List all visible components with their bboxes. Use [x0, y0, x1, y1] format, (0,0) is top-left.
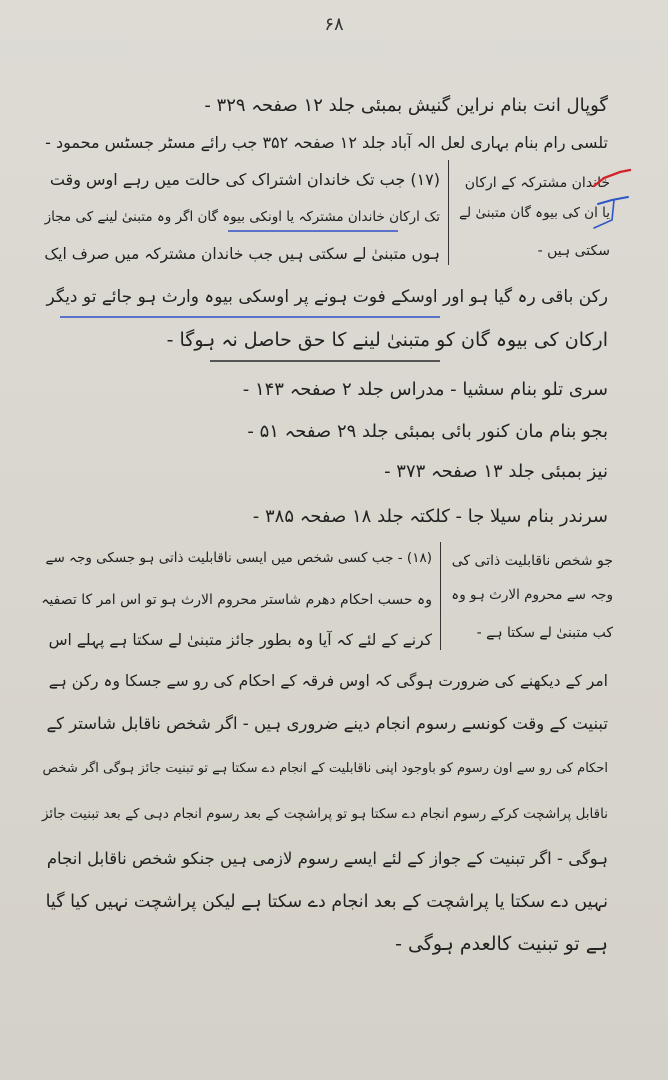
- citation-line: تلسی رام بنام بہاری لعل الہ آباد جلد ۱۲ صفحہ ۳۵۲ جب رائے مسٹر جسٹس محمود -: [45, 133, 608, 152]
- body-line: نہیں دے سکتا یا پراشچت کے بعد انجام دے سکتا ہے لیکن پراشچت نہیں کیا گیا: [45, 892, 608, 912]
- body-line: کرنے کے لئے کہ آیا وہ بطور جائز متبنیٰ لے سکتا ہے پہلے اس: [48, 631, 432, 649]
- margin-note-line: سکتی ہیں -: [537, 243, 610, 259]
- body-line: تک ارکان خاندان مشترکہ یا اونکی بیوہ گان اگر وہ متبنیٰ لینے کی مجاز: [44, 209, 440, 225]
- citation-line: بجو بنام مان کنور بائی بمبئی جلد ۲۹ صفحہ ۵۱ -: [247, 421, 608, 442]
- page-number: ۶۸: [324, 14, 344, 35]
- body-line: (۱۸) - جب کسی شخص میں ایسی ناقابلیت ذاتی ہو جسکی وجہ سے: [45, 550, 432, 566]
- body-line: امر کے دیکھنے کی ضرورت ہوگی کہ اوس فرقہ کے احکام کی رو سے جسکا وہ رکن ہے: [48, 672, 608, 690]
- body-line: احکام کی رو سے اون رسوم کو باوجود اپنی ناقابلیت کے انجام دے سکتا ہے تو تبنیت جائز ہوگی اگر شخص: [42, 761, 608, 776]
- body-line: (۱۷) جب تک خاندان اشتراک کی حالت میں رہے اوس وقت: [49, 170, 440, 189]
- pencil-underline-mark: [210, 360, 440, 362]
- body-line: ہوں متبنیٰ لے سکتی ہیں جب خاندان مشترکہ میں صرف ایک: [44, 245, 440, 263]
- body-line: ارکان کی بیوہ گان کو متبنیٰ لینے کا حق حاصل نہ ہوگا -: [166, 329, 608, 351]
- blue-underline-mark: [60, 316, 440, 318]
- pen-tick-marks: [590, 164, 638, 234]
- blue-underline-mark: [228, 230, 398, 232]
- margin-note-line: خاندان مشترکہ کے ارکان: [464, 175, 610, 191]
- margin-note-border: [440, 542, 441, 650]
- red-tick-mark: [594, 170, 630, 186]
- citation-line: نیز بمبئی جلد ۱۳ صفحہ ۳۷۳ -: [384, 461, 608, 482]
- body-line: ہوگی - اگر تبنیت کے جواز کے لئے ایسے رسوم لازمی ہیں جنکو شخص ناقابل انجام: [46, 849, 608, 868]
- margin-note-line: یا ان کی بیوہ گان متبنیٰ لے: [459, 205, 610, 221]
- body-line: ہے تو تبنیت کالعدم ہوگی -: [395, 933, 608, 955]
- margin-note-border: [448, 160, 449, 265]
- body-line: رکن باقی رہ گیا ہو اور اوسکے فوت ہونے پر اوسکی بیوہ وارث ہو جائے تو دیگر: [46, 287, 608, 307]
- body-line: وہ حسب احکام دھرم شاستر محروم الارث ہو تو اس امر کا تصفیہ: [41, 592, 432, 608]
- margin-note-line: کب متبنیٰ لے سکتا ہے -: [476, 625, 613, 641]
- margin-note-line: وجہ سے محروم الارث ہو وہ: [451, 587, 613, 603]
- citation-line: سرندر بنام سیلا جا - کلکتہ جلد ۱۸ صفحہ ۳۸۵ -: [252, 506, 608, 527]
- blue-stroke-mark: [594, 200, 614, 228]
- citation-line: سری تلو بنام سشیا - مدراس جلد ۲ صفحہ ۱۴۳ -: [242, 379, 608, 400]
- body-line: ناقابل پراشچت کرکے رسوم انجام دے سکتا ہو تو پراشچت کے بعد رسوم انجام دہی کے بعد تبنیت جائز: [41, 806, 608, 822]
- margin-note-line: جو شخص ناقابلیت ذاتی کی: [451, 553, 613, 569]
- body-line: تبنیت کے وقت کونسے رسوم انجام دینے ضروری ہیں - اگر شخص ناقابل شاستر کے: [46, 714, 608, 733]
- citation-line: گوپال انت بنام نراین گنیش بمبئی جلد ۱۲ صفحہ ۳۲۹ -: [204, 95, 608, 116]
